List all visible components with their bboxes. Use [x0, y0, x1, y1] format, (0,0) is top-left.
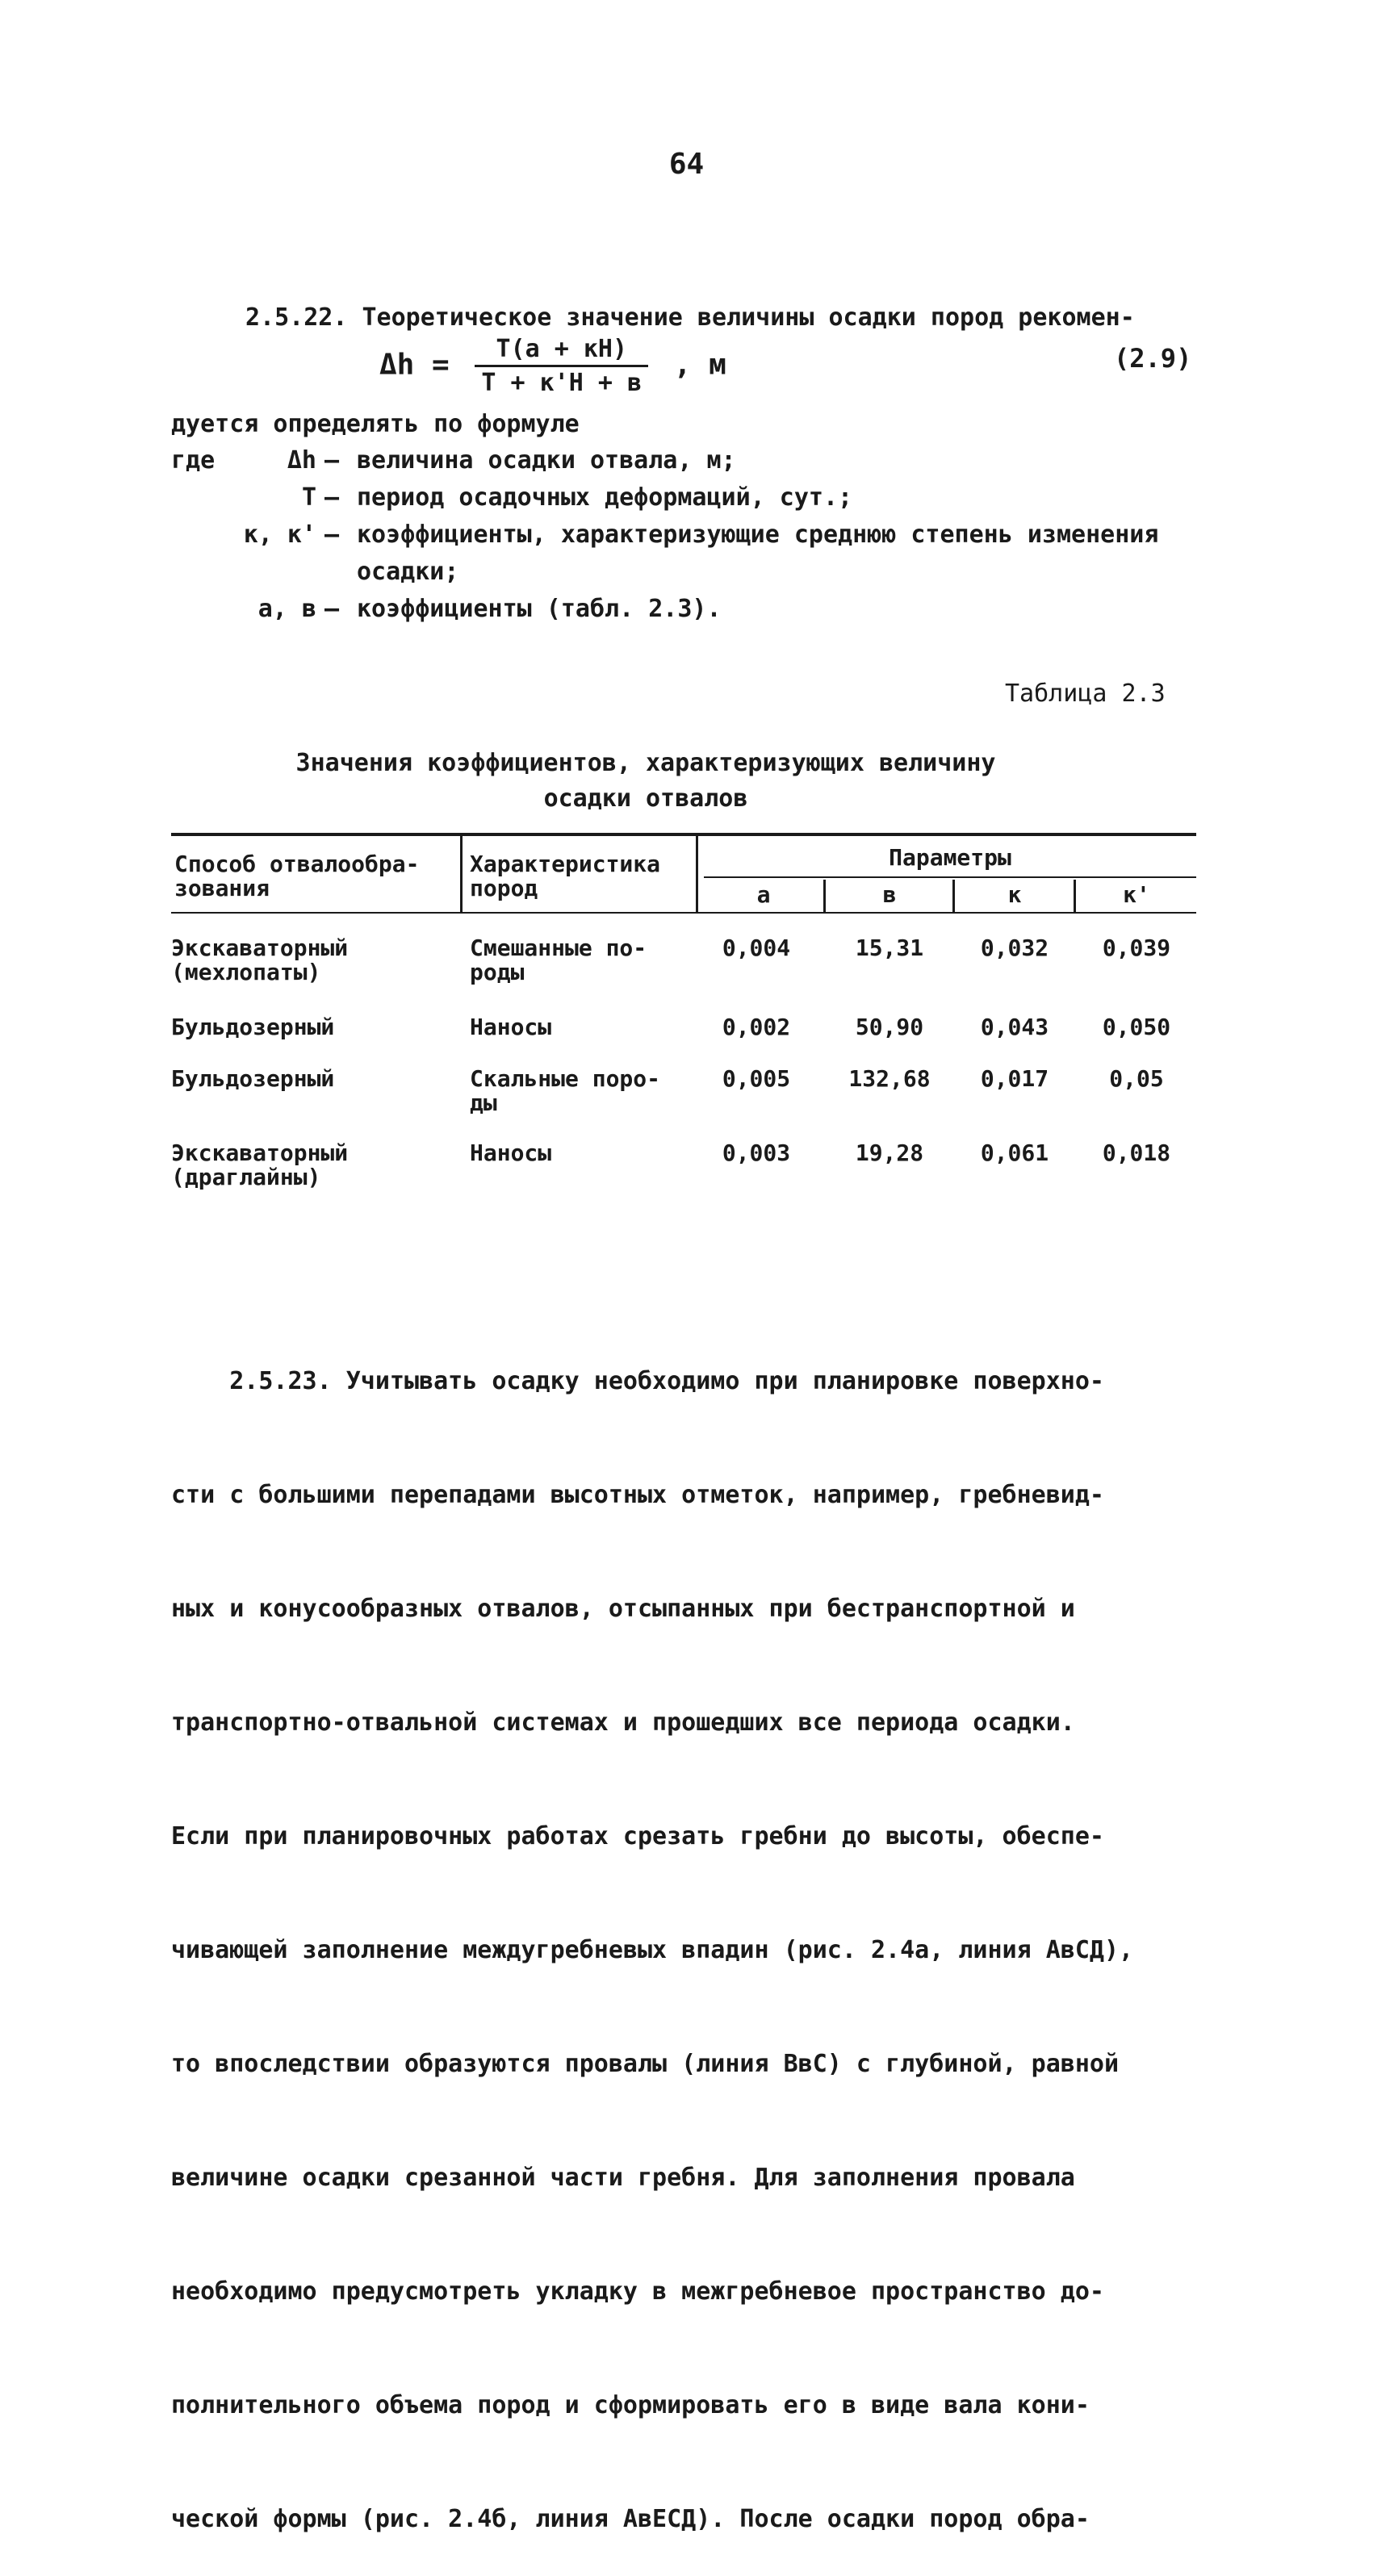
table-column-divider [696, 833, 698, 912]
table-cell-a: 0,004 [722, 935, 791, 961]
table-title-line-2: осадки отвалов [543, 784, 748, 813]
definition-dash: – [324, 521, 340, 549]
table-cell-k: 0,017 [980, 1065, 1049, 1092]
definition-dash: – [324, 446, 340, 475]
section-2-5-23-line: величине осадки срезанной части гребня. Для заполнения провала [171, 2164, 1075, 2192]
table-cell-a: 0,002 [722, 1014, 791, 1040]
section-2-5-23-line: необходимо предусмотреть укладку в межгребневое пространство до- [171, 2277, 1104, 2306]
section-2-5-23-line: ческой формы (рис. 2.4б, линия АвЕСД). После осадки пород обра- [171, 2505, 1090, 2533]
table-cell-k: 0,061 [980, 1140, 1049, 1166]
section-2-5-23-line: ных и конусообразных отвалов, отсыпанных при бестранспортной и [171, 1595, 1075, 1623]
table-column-divider [460, 833, 463, 912]
definition-symbol [228, 554, 324, 591]
table-label: Таблица 2.3 [1005, 680, 1166, 708]
definition-text: коэффициенты (табл. 2.3). [357, 595, 722, 623]
table-title [242, 746, 1049, 817]
header-k: к [1007, 881, 1022, 908]
table-cell-k2: 0,050 [1102, 1014, 1171, 1040]
table-column-divider [1074, 880, 1076, 912]
section-2-5-23-line: Если при планировочных работах срезать гребни до высоты, обеспе- [171, 1822, 1104, 1850]
table-cell-a: 0,003 [722, 1140, 791, 1166]
definition-row [171, 479, 1212, 516]
table-cell-b: 15,31 [855, 935, 924, 961]
section-2-5-23-line: то впоследствии образуются провалы (линия ВвС) с глубиной, равной [171, 2050, 1119, 2078]
definition-text: величина осадки отвала, м; [357, 446, 736, 475]
table-header-rule [171, 912, 1196, 914]
table-cell-b: 132,68 [848, 1065, 931, 1092]
equation-number: (2.9) [1114, 343, 1192, 374]
section-2-5-23-line: 2.5.23. Учитывать осадку необходимо при планировке поверхно- [171, 1367, 1104, 1395]
header-method: Способ отвалообра- зования [174, 851, 420, 901]
header-k2: к' [1123, 881, 1150, 908]
formula-fraction [475, 335, 648, 397]
definition-symbol: а, в [257, 595, 316, 623]
definition-lead: где [171, 446, 216, 475]
definition-row [171, 591, 1212, 628]
formula-lhs: Δh = [379, 348, 450, 382]
table-cell-method: Экскаваторный (драглайны) [171, 1140, 349, 1190]
definition-text: коэффициенты, характеризующие среднюю степень изменения [357, 521, 1159, 549]
section-2-5-22-line-1: 2.5.22. Теоретическое значение величины осадки пород рекомен- [245, 303, 1135, 332]
definition-symbol: T [301, 483, 316, 512]
table-cell-k: 0,043 [980, 1014, 1049, 1040]
section-2-5-22-line-2: дуется определять по формуле [171, 410, 580, 438]
section-2-5-23-line: транспортно-отвальной системах и прошедших все периода осадки. [171, 1708, 1075, 1737]
page-number: 64 [668, 148, 705, 181]
table-cell-rock: Наносы [470, 1014, 552, 1040]
header-rock: Характеристика пород [470, 851, 661, 901]
table-cell-method: Экскаваторный (мехлопаты) [171, 935, 349, 985]
header-a: а [756, 881, 771, 908]
params-rule [704, 876, 1196, 878]
definition-symbol: к, к' [243, 521, 316, 549]
formula-denominator: T + к'H + в [481, 369, 643, 397]
table-cell-method: Бульдозерный [171, 1065, 335, 1092]
coefficients-table [171, 833, 1196, 1285]
table-cell-b: 19,28 [855, 1140, 924, 1166]
table-cell-rock: Наносы [470, 1140, 552, 1166]
table-cell-b: 50,90 [855, 1014, 924, 1040]
table-cell-rock: Смешанные по- роды [470, 935, 647, 985]
definition-text: период осадочных деформаций, сут.; [357, 483, 853, 512]
table-cell-k2: 0,039 [1102, 935, 1171, 961]
section-2-5-23-line: полнительного объема пород и сформировать его в виде вала кони- [171, 2391, 1090, 2419]
table-column-divider [823, 880, 826, 912]
definition-text: осадки; [357, 558, 459, 586]
table-cell-rock: Скальные поро- ды [470, 1065, 661, 1116]
table-cell-k: 0,032 [980, 935, 1049, 961]
header-b: в [882, 881, 897, 908]
table-title-line-1: Значения коэффициентов, характеризующих величину [295, 749, 996, 777]
definition-row [171, 554, 1212, 591]
definitions [171, 442, 1212, 628]
definition-symbol: Δh [287, 446, 316, 475]
section-2-5-23-line: сти с большими перепадами высотных отметок, например, гребневид- [171, 1481, 1104, 1509]
header-params: Параметры [889, 844, 1011, 871]
formula-unit: , м [673, 348, 726, 382]
table-cell-method: Бульдозерный [171, 1014, 335, 1040]
table-cell-k2: 0,05 [1109, 1065, 1164, 1092]
section-2-5-23-line: чивающей заполнение междугребневых впадин (рис. 2.4а, линия АвСД), [171, 1936, 1134, 1964]
table-column-divider [952, 880, 955, 912]
definition-row [171, 516, 1212, 554]
formula-numerator: T(a + кH) [475, 335, 648, 367]
formula-2-9 [379, 335, 726, 397]
definition-row [171, 442, 1212, 479]
table-cell-k2: 0,018 [1102, 1140, 1171, 1166]
definition-dash: – [324, 483, 340, 512]
table-top-rule [171, 833, 1196, 836]
table-cell-a: 0,005 [722, 1065, 791, 1092]
definition-dash: – [324, 595, 340, 623]
section-2-5-23 [171, 1286, 1133, 2576]
